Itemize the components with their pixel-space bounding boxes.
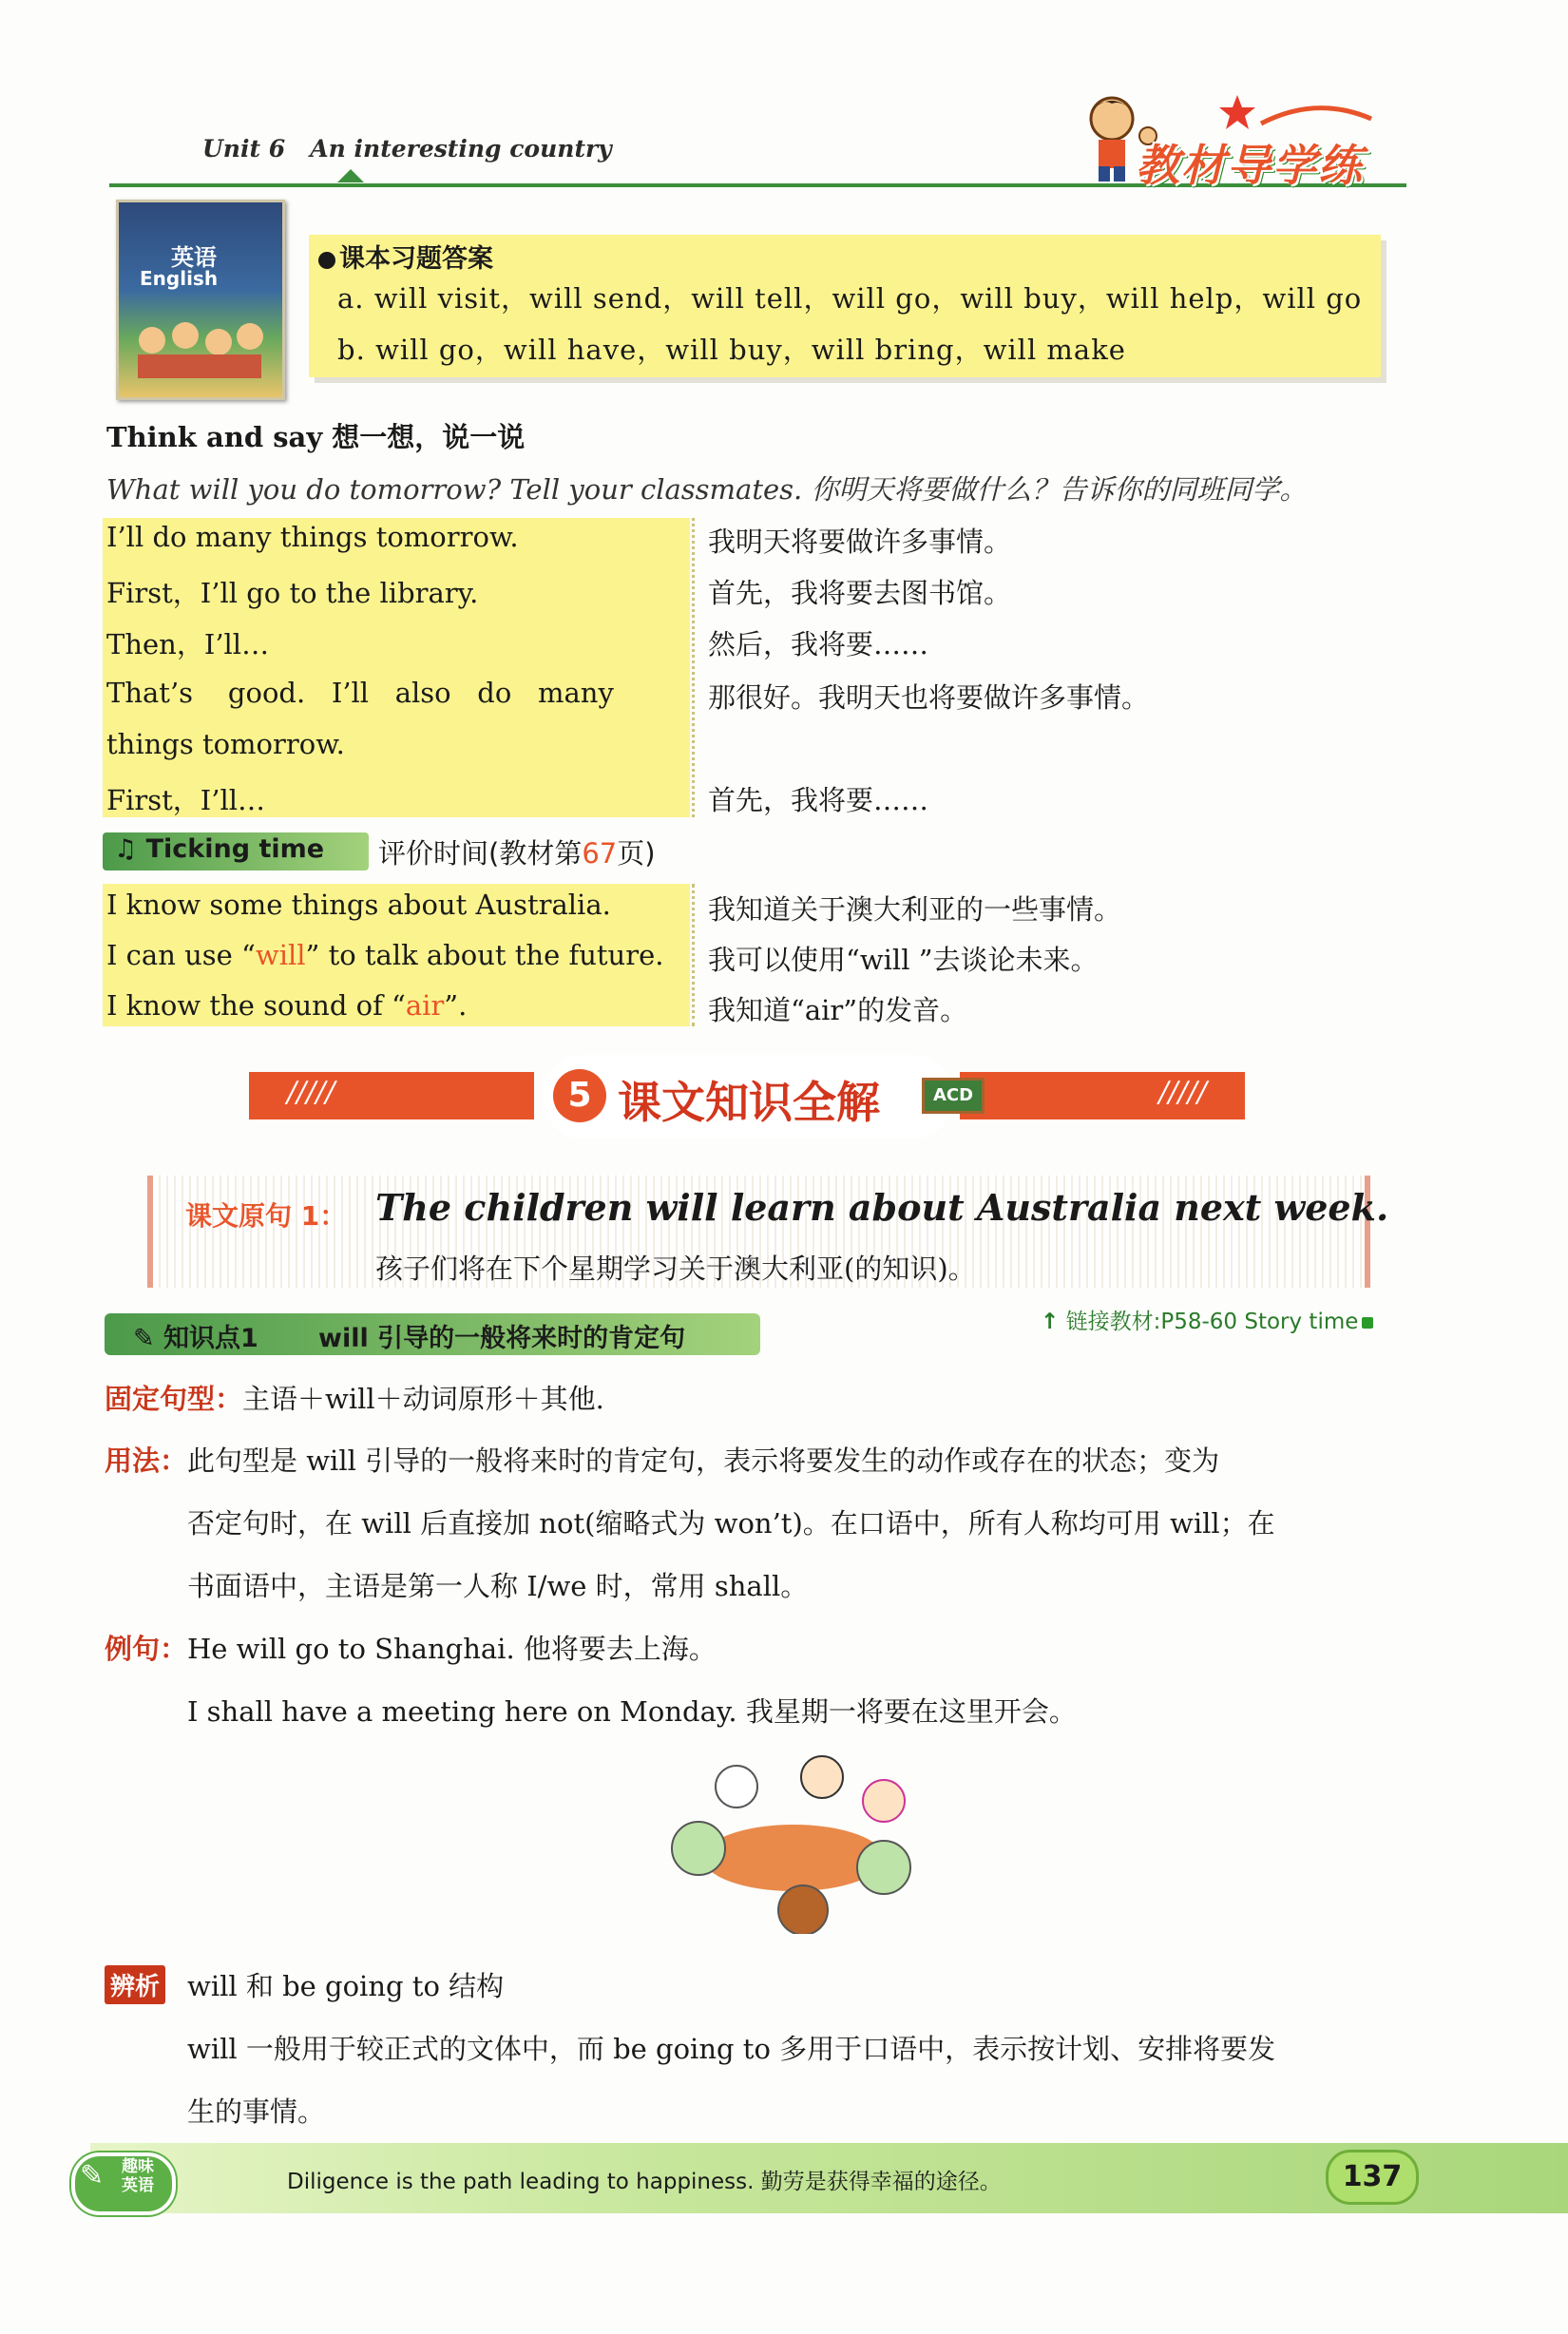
- think-say-instruction: What will you do tomorrow? Tell your classmates. 你明天将要做什么？告诉你的同班同学。: [106, 473, 1308, 506]
- swoosh-decoration: [1259, 100, 1373, 128]
- dialogue-en-3: Then，I’ll…: [106, 628, 270, 660]
- pen-icon: ✎: [133, 1324, 155, 1353]
- ticking-en-1: I know some things about Australia.: [106, 889, 611, 921]
- banner-number: 5: [553, 1069, 606, 1122]
- ticking-label: ♫ Ticking time: [114, 834, 325, 864]
- dialogue-divider: [692, 518, 695, 817]
- dialogue-en-4: That’s good. I’ll also do many: [106, 677, 614, 709]
- star-icon: [1218, 93, 1256, 131]
- dialogue-en-2: First，I’ll go to the library.: [106, 577, 479, 609]
- pattern-line: 固定句型：主语＋will＋动词原形＋其他.: [105, 1383, 604, 1415]
- textbook-link: ↑ 链接教材:P58-60 Story time: [1041, 1304, 1373, 1335]
- dialogue-en-6: First，I’ll…: [106, 784, 266, 816]
- answer-line-b: b. will go，will have，will buy，will bring，will make: [337, 334, 1126, 366]
- analysis-line-1: will 一般用于较正式的文体中，而 be going to 多用于口语中，表示按计划、安排将要发: [187, 2033, 1276, 2065]
- page-number: 137: [1326, 2150, 1419, 2205]
- usage-line-1: 用法：此句型是 will 引导的一般将来时的肯定句，表示将要发生的动作或存在的状态；变为: [105, 1444, 1220, 1477]
- ticking-title: 评价时间(教材第67页): [378, 837, 656, 870]
- footer-motto: Diligence is the path leading to happiness. 勤劳是获得幸福的途径。: [287, 2170, 1002, 2194]
- analysis-badge: 辨析: [105, 1965, 165, 2004]
- analysis-line-2: 生的事情。: [187, 2095, 326, 2128]
- ticking-divider: [692, 884, 695, 1026]
- sentence-en: The children will learn about Australia next week.: [375, 1186, 1389, 1229]
- brand-logo: 教材导学练: [1136, 140, 1364, 191]
- dialogue-en-5: things tomorrow.: [106, 728, 345, 760]
- dialogue-cn-6: 首先，我将要……: [708, 784, 929, 816]
- arrow-up-icon: ↑: [1041, 1310, 1060, 1334]
- answer-line-a: a. will visit，will send，will tell，will go，will buy，will help，will go: [337, 282, 1363, 315]
- header-tick: [337, 169, 364, 182]
- answer-title: 课本习题答案: [318, 238, 493, 275]
- footer-logo-text: 趣味英语: [122, 2157, 154, 2195]
- meeting-illustration: [660, 1744, 927, 1934]
- usage-line-2: 否定句时，在 will 后直接加 not(缩略式为 won’t)。在口语中，所有人称均可用 will；在: [187, 1507, 1275, 1540]
- dialogue-cn-1: 我明天将要做许多事情。: [708, 526, 1012, 558]
- ticking-en-3: I know the sound of “air”.: [106, 989, 468, 1022]
- dialogue-cn-2: 首先，我将要去图书馆。: [708, 577, 1012, 609]
- example-line-1: 例句：He will go to Shanghai. 他将要去上海。: [105, 1633, 717, 1665]
- ear-icon: [318, 252, 335, 269]
- banner-title: 课文知识全解: [618, 1077, 880, 1128]
- example-line-2: I shall have a meeting here on Monday. 我星期一将要在这里开会。: [187, 1695, 1077, 1728]
- ticking-cn-2: 我可以使用“will ”去谈论未来。: [708, 944, 1099, 976]
- sentence-cn: 孩子们将在下个星期学习关于澳大利亚(的知识)。: [375, 1253, 976, 1285]
- textbook-cover: [116, 200, 285, 400]
- sentence-label: 课文原句 1：: [185, 1200, 347, 1232]
- banner-right-bar: /////: [960, 1072, 1245, 1119]
- cover-title-cn: 英语: [171, 244, 217, 271]
- music-note-icon: ♫: [114, 834, 138, 864]
- dialogue-en-1: I’ll do many things tomorrow.: [106, 521, 519, 553]
- banner-left-bar: /////: [249, 1072, 534, 1119]
- ticking-cn-1: 我知道关于澳大利亚的一些事情。: [708, 893, 1122, 926]
- dialogue-cn-3: 然后，我将要……: [708, 628, 929, 660]
- acd-board-icon: ACD: [922, 1078, 985, 1114]
- knowledge-point-label: ✎ 知识点1: [133, 1324, 258, 1353]
- dialogue-highlight: [103, 518, 690, 817]
- pencil-icon: ✎: [80, 2159, 105, 2192]
- ticking-en-2: I can use “will” to talk about the future.: [106, 939, 664, 971]
- usage-line-3: 书面语中，主语是第一人称 I/we 时，常用 shall。: [187, 1570, 809, 1602]
- analysis-title: will 和 be going to 结构: [187, 1970, 505, 2002]
- cover-title-en: English: [140, 267, 219, 290]
- link-bullet-icon: [1362, 1317, 1373, 1329]
- dialogue-cn-4: 那很好。我明天也将要做许多事情。: [708, 681, 1150, 714]
- cover-illustration: [128, 302, 271, 383]
- unit-heading: Unit 6 An interesting country: [202, 135, 612, 163]
- knowledge-point-title: will 引导的一般将来时的肯定句: [318, 1324, 686, 1353]
- ticking-cn-3: 我知道“air”的发音。: [708, 994, 968, 1026]
- think-say-heading: Think and say 想一想，说一说: [106, 421, 526, 453]
